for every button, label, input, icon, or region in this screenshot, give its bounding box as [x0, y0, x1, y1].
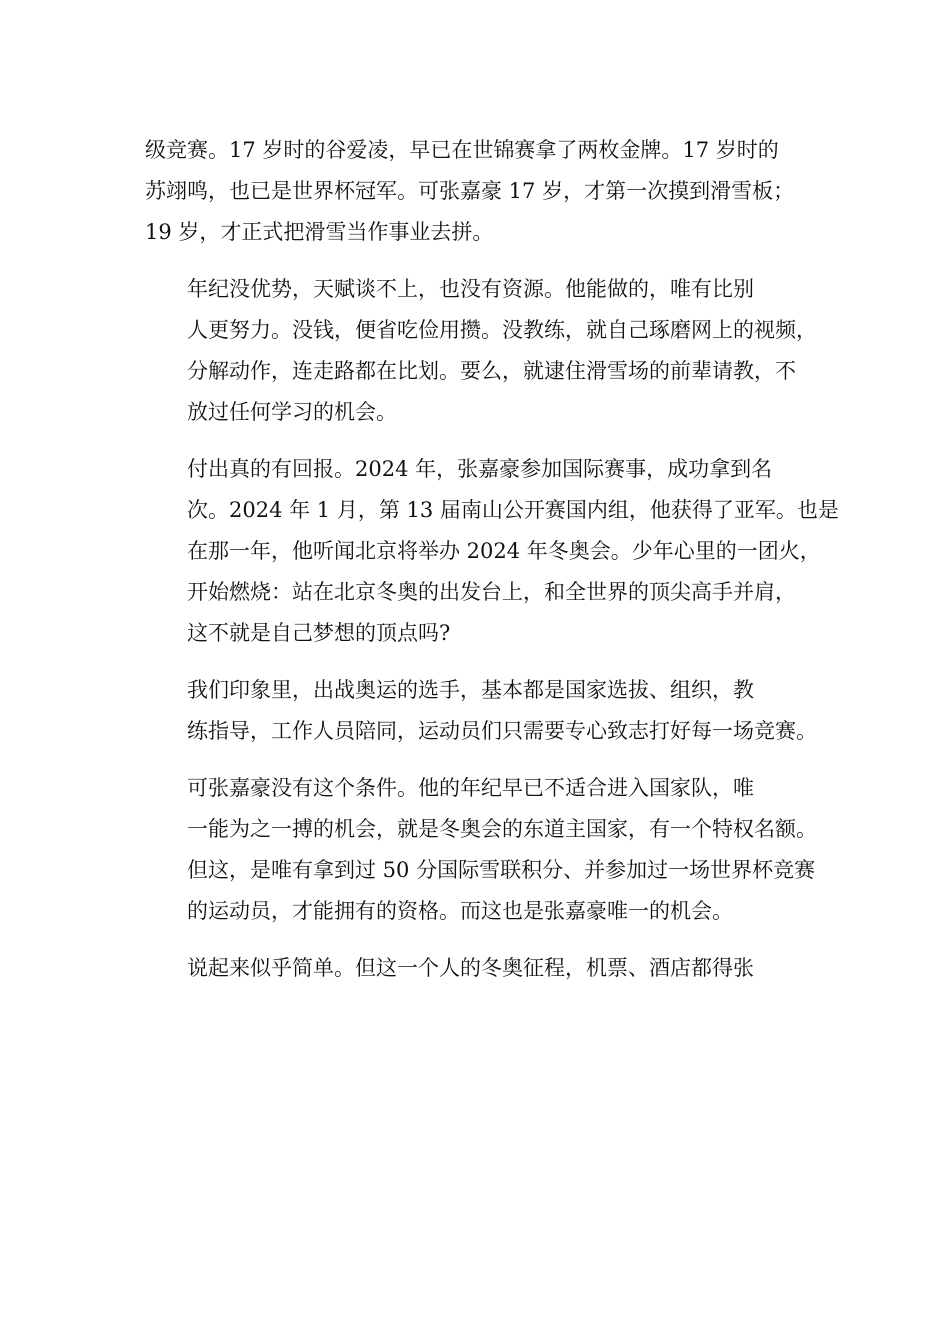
- text-line: 一能为之一搏的机会，就是冬奥会的东道主国家，有一个特权名额。: [187, 817, 817, 841]
- paragraph: [145, 449, 839, 654]
- text-line: 我们印象里，出战奥运的选手，基本都是国家选拔、组织，教: [187, 678, 754, 702]
- text-line: 可张嘉豪没有这个条件。他的年纪早已不适合进入国家队，唯: [187, 776, 754, 800]
- paragraph: [145, 269, 817, 433]
- text-line: 这不就是自己梦想的顶点吗?: [187, 621, 451, 645]
- paragraph: [145, 130, 810, 253]
- paragraph: [145, 670, 817, 752]
- document-body: [145, 130, 839, 1005]
- paragraph: [145, 768, 817, 932]
- text-line: 放过任何学习的机会。: [187, 400, 397, 424]
- text-line: 开始燃烧：站在北京冬奥的出发台上，和全世界的顶尖高手并肩，: [187, 580, 796, 604]
- text-line: 苏翊鸣，也已是世界杯冠军。可张嘉豪 17 岁，才第一次摸到滑雪板；: [145, 179, 795, 203]
- text-line: 练指导，工作人员陪同，运动员们只需要专心致志打好每一场竞赛。: [187, 719, 817, 743]
- text-line: 的运动员，才能拥有的资格。而这也是张嘉豪唯一的机会。: [187, 899, 733, 923]
- text-line: 分解动作，连走路都在比划。要么，就逮住滑雪场的前辈请教，不: [187, 359, 796, 383]
- text-line: 付出真的有回报。2024 年，张嘉豪参加国际赛事，成功拿到名: [187, 457, 773, 481]
- text-line: 年纪没优势，天赋谈不上，也没有资源。他能做的，唯有比别: [187, 277, 754, 301]
- text-line: 级竞赛。17 岁时的谷爱凌，早已在世锦赛拿了两枚金牌。17 岁时的: [145, 138, 779, 162]
- text-line: 次。2024 年 1 月，第 13 届南山公开赛国内组，他获得了亚军。也是: [187, 498, 839, 522]
- text-line: 人更努力。没钱，便省吃俭用攒。没教练，就自己琢磨网上的视频，: [187, 318, 817, 342]
- text-line: 19 岁，才正式把滑雪当作事业去拼。: [145, 220, 494, 244]
- paragraph: [145, 948, 810, 989]
- text-line: 但这，是唯有拿到过 50 分国际雪联积分、并参加过一场世界杯竞赛: [187, 858, 816, 882]
- text-line: 在那一年，他听闻北京将举办 2024 年冬奥会。少年心里的一团火，: [187, 539, 821, 563]
- text-line: 说起来似乎简单。但这一个人的冬奥征程，机票、酒店都得张: [187, 956, 754, 980]
